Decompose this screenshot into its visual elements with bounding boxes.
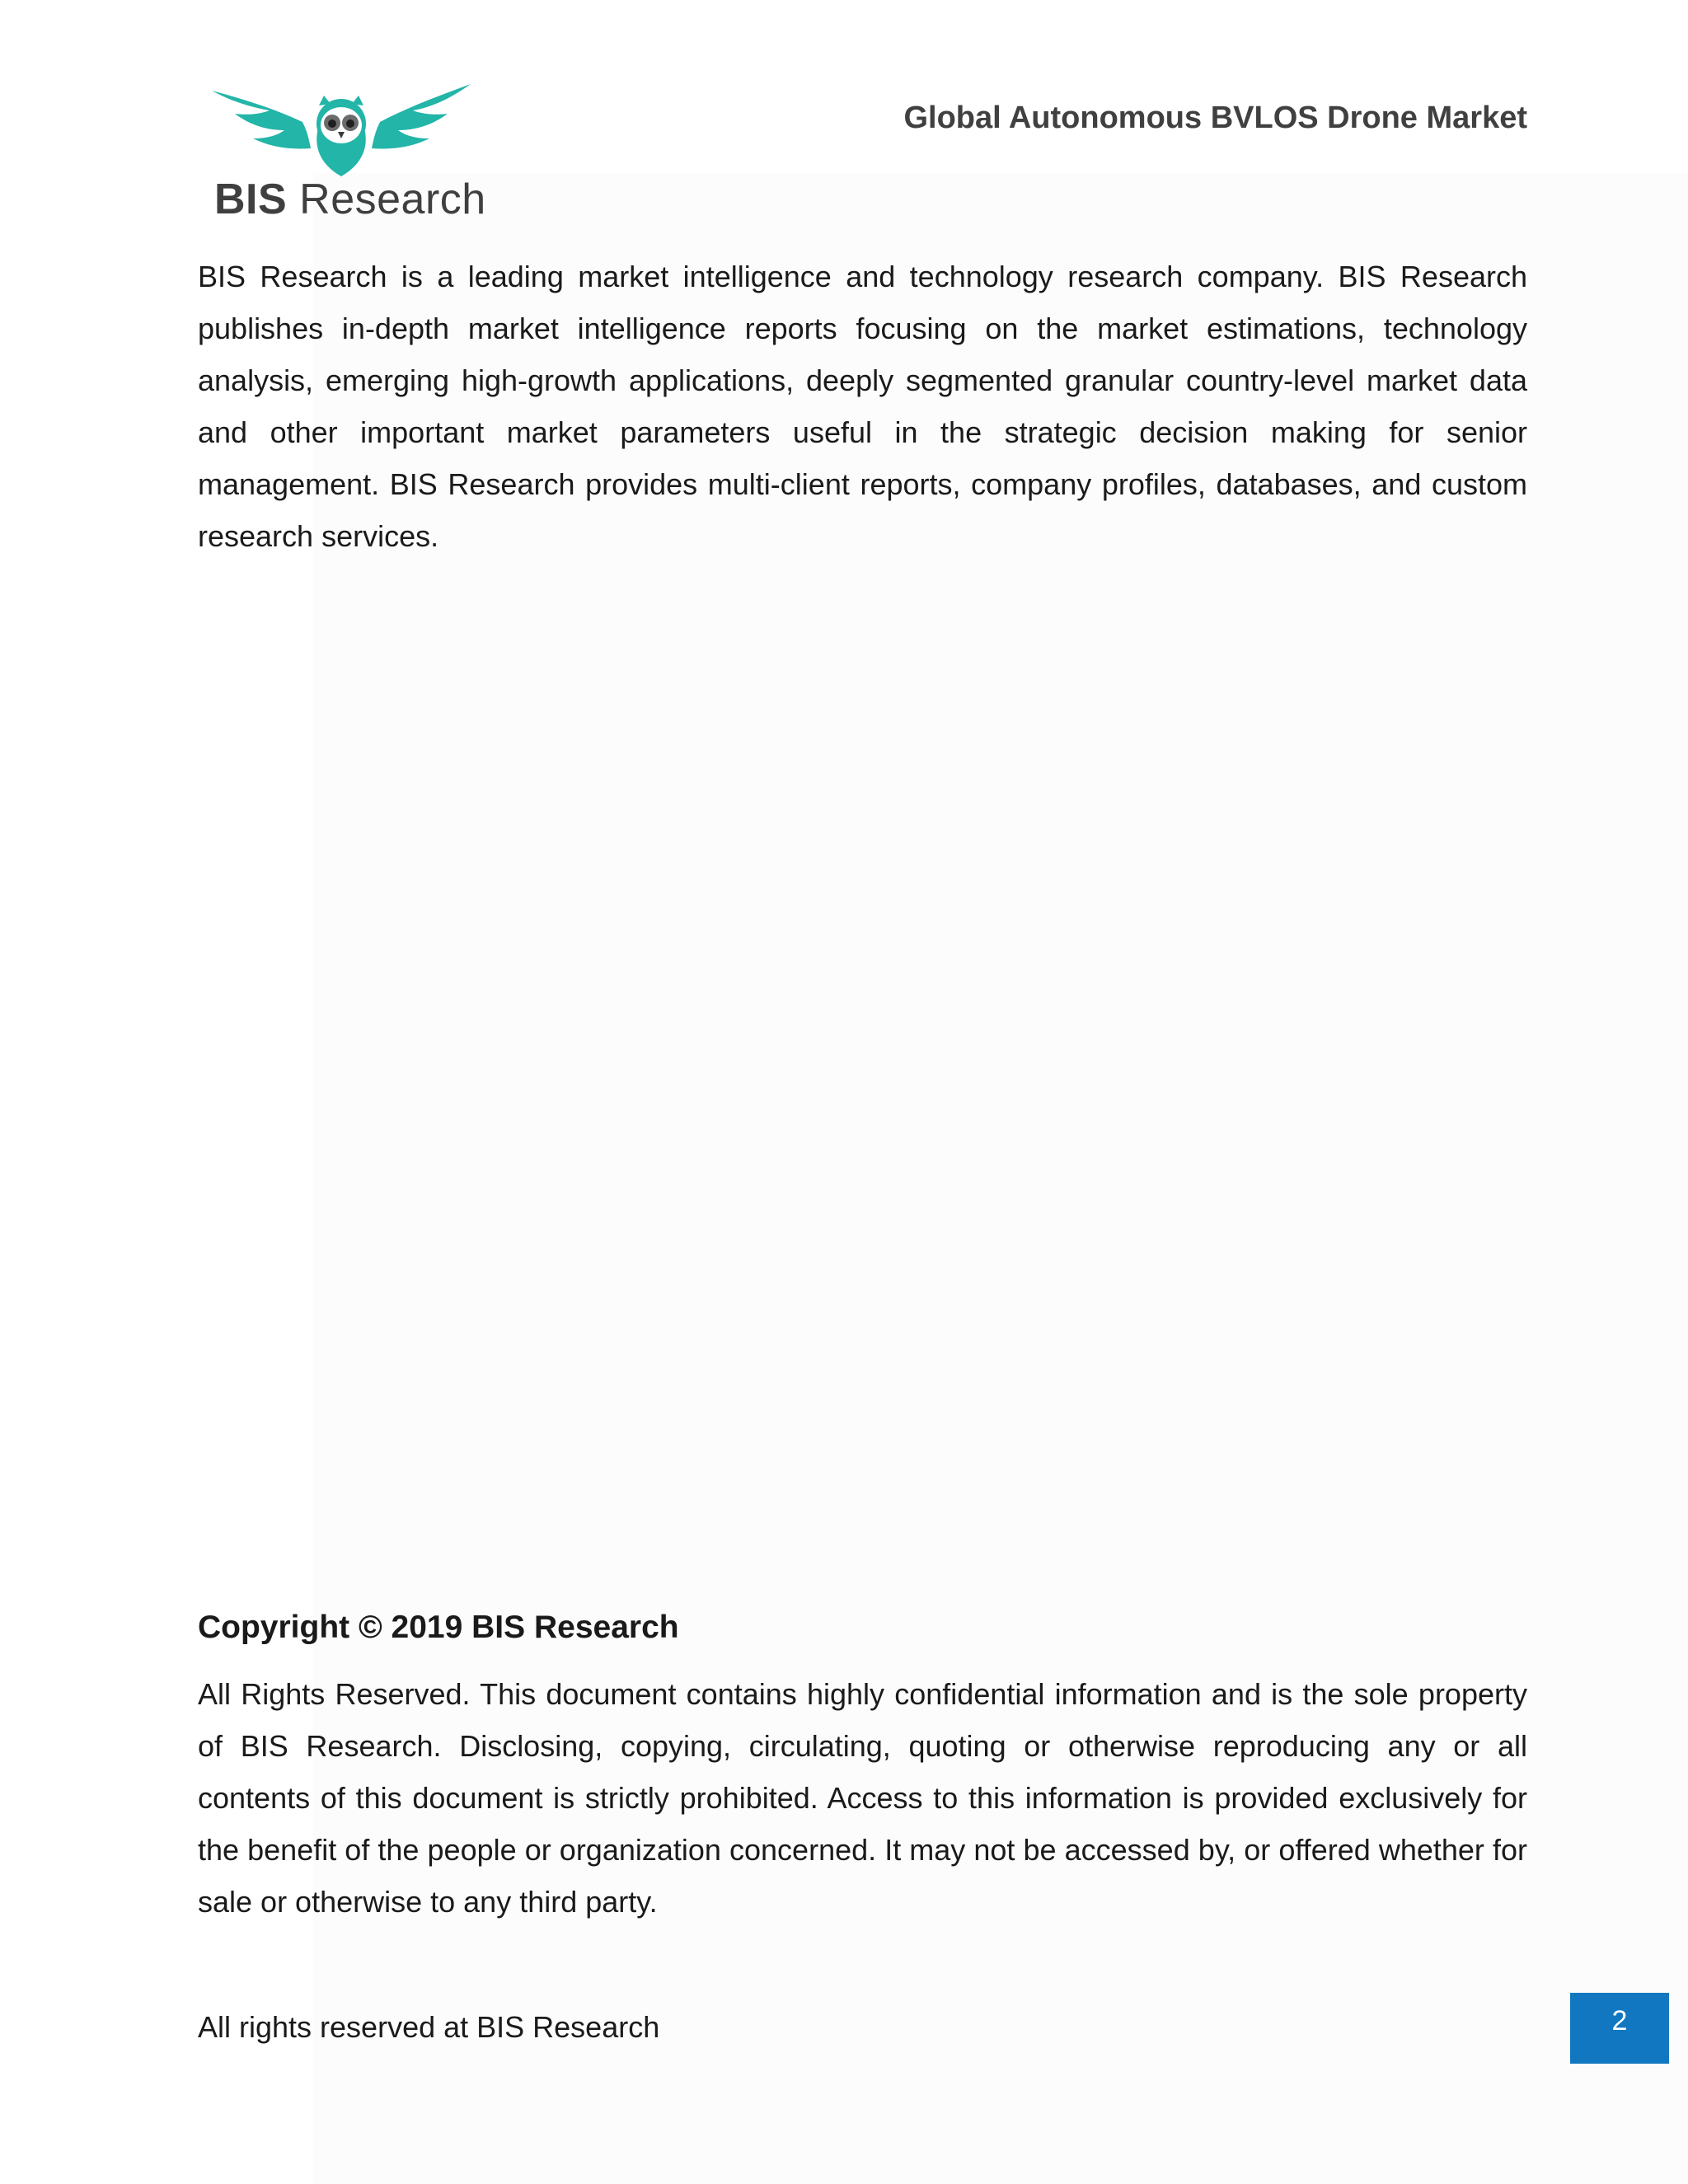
document-title: Global Autonomous BVLOS Drone Market [903, 101, 1527, 135]
logo-wordmark [214, 175, 486, 224]
copyright-paragraph: All Rights Reserved. This document contains highly confidential information and is the sole property of BIS Research. Disclosing, copying, circulating, quoting or otherwise reproducing any or all contents of this document is strictly prohibited. Access to this information is provided exclusively for the benefit of the people or organization concerned. It may not be accessed by, or offered whether for sale or otherwise to any third party. [198, 1677, 1527, 1919]
owl-logo-icon [210, 81, 472, 178]
logo-brand-bold: BIS [214, 176, 288, 223]
copyright-heading: Copyright © 2019 BIS Research [198, 1610, 679, 1645]
page-number-badge: 2 [1570, 1993, 1669, 2064]
intro-paragraph: BIS Research is a leading market intelligence and technology research company. BIS Research publishes in-depth market intelligence reports focusing on the market estimations, technology analysis, emerging high-growth applications, deeply segmented granular country-level market data and other important market parameters useful in the strategic decision making for senior management. BIS Research provides multi-client reports, company profiles, databases, and custom research services. [198, 260, 1527, 553]
footer-rights-text: All rights reserved at BIS Research [198, 2010, 660, 2044]
logo-brand-light: Research [299, 176, 486, 223]
bis-research-logo [210, 81, 486, 225]
